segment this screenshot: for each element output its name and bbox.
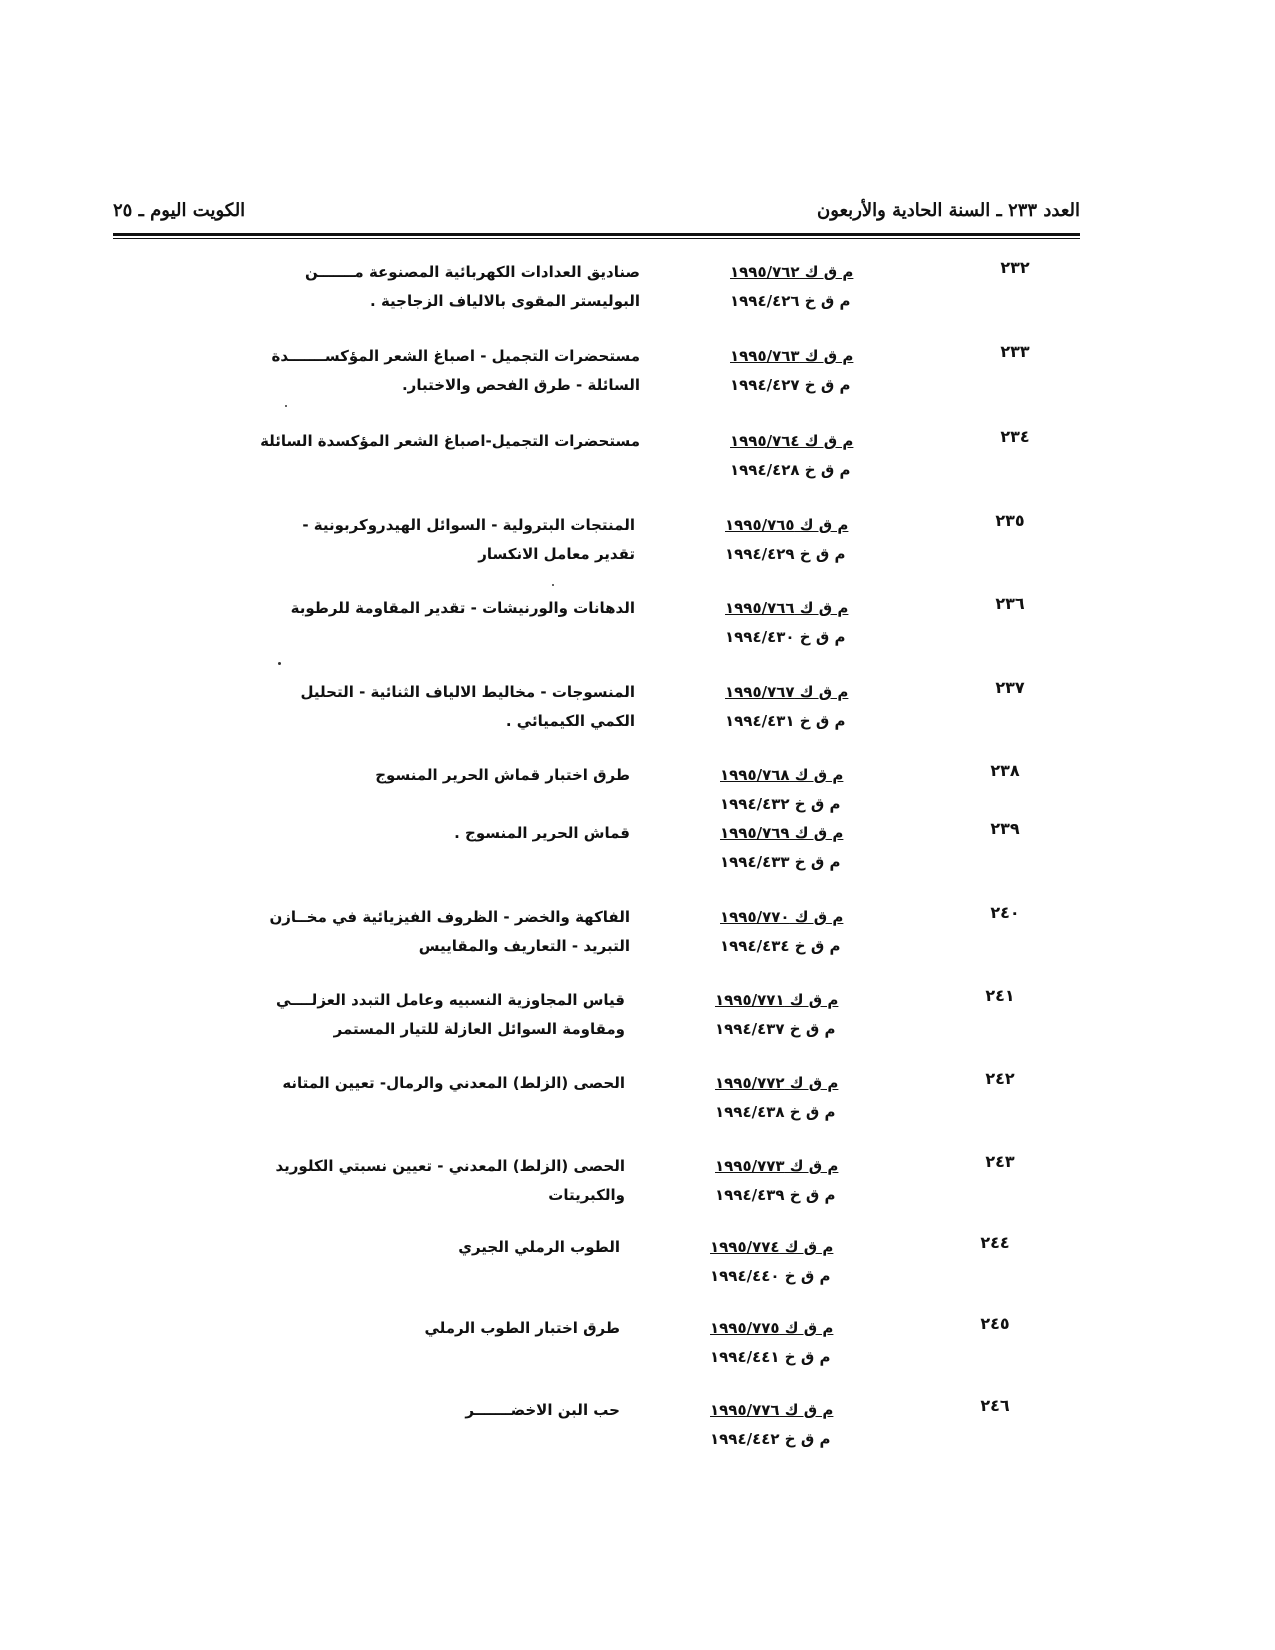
entry-title bbox=[165, 594, 635, 623]
entry-codes bbox=[725, 511, 885, 569]
gulf-standard-code: م ق خ ١٩٩٤/٤٢٩ bbox=[725, 545, 846, 563]
entry-title-line: مستحضرات التجميل - اصباغ الشعر المؤكســـــــدة bbox=[271, 347, 640, 365]
entry-codes bbox=[715, 986, 875, 1044]
entry-number: ٢٣٩ bbox=[990, 819, 1020, 838]
kuwaiti-standard-code: م ق ك ١٩٩٥/٧٦٦ bbox=[725, 599, 849, 617]
gulf-standard-code: م ق خ ١٩٩٤/٤٣٢ bbox=[720, 795, 841, 813]
gulf-standard-code: م ق خ ١٩٩٤/٤٢٧ bbox=[730, 376, 851, 394]
entry-title-line: طرق اختبار الطوب الرملي bbox=[424, 1319, 620, 1337]
entry-title-line: السائلة - طرق الفحص والاختبار. bbox=[401, 376, 640, 394]
standard-entry bbox=[145, 1152, 1025, 1222]
scan-speck bbox=[285, 405, 287, 407]
header-rule bbox=[113, 233, 1080, 236]
gulf-standard-code: م ق خ ١٩٩٤/٤٣٣ bbox=[720, 853, 841, 871]
kuwaiti-standard-code: م ق ك ١٩٩٥/٧٦٢ bbox=[730, 263, 854, 281]
entry-title-line: طرق اختبار قماش الحرير المنسوج bbox=[375, 766, 630, 784]
gulf-standard-code: م ق خ ١٩٩٤/٤٣٠ bbox=[725, 628, 846, 646]
kuwaiti-standard-code: م ق ك ١٩٩٥/٧٧٦ bbox=[710, 1401, 834, 1419]
kuwaiti-standard-code: م ق ك ١٩٩٥/٧٧٠ bbox=[720, 908, 844, 926]
entry-title-line: الحصى (الزلط) المعدني - تعيين نسبتي الكلوريد bbox=[275, 1157, 625, 1175]
entry-codes bbox=[715, 1069, 875, 1127]
entry-codes bbox=[730, 427, 890, 485]
standard-entry bbox=[155, 511, 1035, 581]
entry-title-line: ومقاومة السوائل العازلة للتيار المستمر bbox=[333, 1020, 625, 1038]
entry-codes bbox=[730, 258, 890, 316]
kuwaiti-standard-code: م ق ك ١٩٩٥/٧٧٢ bbox=[715, 1074, 839, 1092]
standard-entry bbox=[140, 1233, 1020, 1303]
entry-codes bbox=[720, 819, 880, 877]
standard-entry bbox=[150, 903, 1030, 973]
entry-number: ٢٤٣ bbox=[985, 1152, 1015, 1171]
gulf-standard-code: م ق خ ١٩٩٤/٤٣٤ bbox=[720, 937, 841, 955]
entry-number: ٢٤٥ bbox=[980, 1314, 1010, 1333]
standard-entry bbox=[140, 1314, 1020, 1384]
entry-title-line: قياس المجاوزية النسبيه وعامل التبدد العزلــــي bbox=[276, 991, 625, 1009]
entry-title-line: البوليستر المقوى بالالياف الزجاجية . bbox=[370, 292, 640, 310]
entry-number: ٢٣٧ bbox=[995, 678, 1025, 697]
entry-codes bbox=[725, 678, 885, 736]
issue-info: العدد ٢٣٣ ـ السنة الحادية والأربعون bbox=[816, 200, 1080, 221]
standard-entry bbox=[160, 342, 1040, 412]
entry-number: ٢٤١ bbox=[985, 986, 1015, 1005]
entry-title-line: المنتجات البترولية - السوائل الهيدروكربونية - bbox=[302, 516, 635, 534]
gulf-standard-code: م ق خ ١٩٩٤/٤٣١ bbox=[725, 712, 846, 730]
entry-title bbox=[160, 903, 630, 961]
standard-entry bbox=[145, 1069, 1025, 1139]
entry-number: ٢٣٣ bbox=[1000, 342, 1030, 361]
kuwaiti-standard-code: م ق ك ١٩٩٥/٧٧١ bbox=[715, 991, 839, 1009]
kuwaiti-standard-code: م ق ك ١٩٩٥/٧٦٥ bbox=[725, 516, 849, 534]
standard-entry bbox=[150, 819, 1030, 889]
entry-number: ٢٣٢ bbox=[1000, 258, 1030, 277]
kuwaiti-standard-code: م ق ك ١٩٩٥/٧٦٨ bbox=[720, 766, 844, 784]
entry-title-line: مستحضرات التجميل-اصباغ الشعر المؤكسدة السائلة bbox=[260, 432, 640, 450]
gulf-standard-code: م ق خ ١٩٩٤/٤٤١ bbox=[710, 1348, 831, 1366]
standard-entry bbox=[140, 1396, 1020, 1466]
entry-title-line: الكمي الكيميائي . bbox=[505, 712, 635, 730]
entry-title-line: صناديق العدادات الكهربائية المصنوعة مـــــــن bbox=[305, 263, 640, 281]
gulf-standard-code: م ق خ ١٩٩٤/٤٣٧ bbox=[715, 1020, 836, 1038]
entry-codes bbox=[710, 1314, 870, 1372]
scan-speck bbox=[552, 584, 554, 586]
gulf-standard-code: م ق خ ١٩٩٤/٤٣٨ bbox=[715, 1103, 836, 1121]
entry-title-line: المنسوجات - مخاليط الالياف الثنائية - التحليل bbox=[300, 683, 635, 701]
entry-title bbox=[170, 342, 640, 400]
gulf-standard-code: م ق خ ١٩٩٤/٤٤٢ bbox=[710, 1430, 831, 1448]
kuwaiti-standard-code: م ق ك ١٩٩٥/٧٧٥ bbox=[710, 1319, 834, 1337]
entry-title bbox=[155, 1152, 625, 1210]
entry-title bbox=[150, 1314, 620, 1343]
entry-number: ٢٤٢ bbox=[985, 1069, 1015, 1088]
entry-title bbox=[150, 1233, 620, 1262]
gulf-standard-code: م ق خ ١٩٩٤/٤٤٠ bbox=[710, 1267, 831, 1285]
entry-number: ٢٤٦ bbox=[980, 1396, 1010, 1415]
entry-title bbox=[150, 1396, 620, 1425]
entry-number: ٢٣٦ bbox=[995, 594, 1025, 613]
entry-codes bbox=[710, 1233, 870, 1291]
standard-entry bbox=[145, 986, 1025, 1056]
gazette-title-page-number: الكويت اليوم ـ ٢٥ bbox=[113, 200, 246, 221]
standard-entry bbox=[160, 427, 1040, 497]
entry-title bbox=[160, 761, 630, 790]
entry-title bbox=[170, 427, 640, 456]
entry-title bbox=[165, 678, 635, 736]
gulf-standard-code: م ق خ ١٩٩٤/٤٣٩ bbox=[715, 1186, 836, 1204]
entry-title bbox=[155, 1069, 625, 1098]
entry-title-line: والكبريتات bbox=[548, 1186, 625, 1204]
entry-title bbox=[170, 258, 640, 316]
entry-title-line: الحصى (الزلط) المعدني والرمال- تعيين المتانه bbox=[282, 1074, 625, 1092]
entry-title-line: حب البن الاخضـــــــر bbox=[465, 1401, 620, 1419]
page-header bbox=[113, 200, 1080, 232]
entry-number: ٢٤٠ bbox=[990, 903, 1020, 922]
kuwaiti-standard-code: م ق ك ١٩٩٥/٧٧٣ bbox=[715, 1157, 839, 1175]
kuwaiti-standard-code: م ق ك ١٩٩٥/٧٧٤ bbox=[710, 1238, 834, 1256]
entry-number: ٢٣٨ bbox=[990, 761, 1020, 780]
entry-codes bbox=[710, 1396, 870, 1454]
entry-codes bbox=[725, 594, 885, 652]
entry-title bbox=[155, 986, 625, 1044]
standard-entry bbox=[155, 594, 1035, 664]
standard-entry bbox=[155, 678, 1035, 748]
entry-codes bbox=[730, 342, 890, 400]
entry-title-line: التبريد - التعاريف والمقاييس bbox=[418, 937, 630, 955]
entry-title-line: الفاكهة والخضر - الظروف الفيزيائية في مخــازن bbox=[269, 908, 630, 926]
gulf-standard-code: م ق خ ١٩٩٤/٤٢٨ bbox=[730, 461, 851, 479]
entry-title bbox=[160, 819, 630, 848]
entry-number: ٢٣٤ bbox=[1000, 427, 1030, 446]
kuwaiti-standard-code: م ق ك ١٩٩٥/٧٦٤ bbox=[730, 432, 854, 450]
entry-title-line: قماش الحرير المنسوج . bbox=[454, 824, 630, 842]
gulf-standard-code: م ق خ ١٩٩٤/٤٢٦ bbox=[730, 292, 851, 310]
entry-title-line: الدهانات والورنيشات - تقدير المقاومة للرطوبة bbox=[290, 599, 635, 617]
entry-title-line: تقدير معامل الانكسار bbox=[478, 545, 635, 563]
standard-entry bbox=[160, 258, 1040, 328]
kuwaiti-standard-code: م ق ك ١٩٩٥/٧٦٣ bbox=[730, 347, 854, 365]
entry-codes bbox=[715, 1152, 875, 1210]
entry-number: ٢٤٤ bbox=[980, 1233, 1010, 1252]
entry-number: ٢٣٥ bbox=[995, 511, 1025, 530]
kuwaiti-standard-code: م ق ك ١٩٩٥/٧٦٧ bbox=[725, 683, 849, 701]
entry-title-line: الطوب الرملي الجيري bbox=[458, 1238, 620, 1256]
entry-codes bbox=[720, 761, 880, 819]
kuwaiti-standard-code: م ق ك ١٩٩٥/٧٦٩ bbox=[720, 824, 844, 842]
scan-speck bbox=[278, 662, 281, 665]
entry-codes bbox=[720, 903, 880, 961]
header-rule-thin bbox=[113, 238, 1080, 239]
entry-title bbox=[165, 511, 635, 569]
